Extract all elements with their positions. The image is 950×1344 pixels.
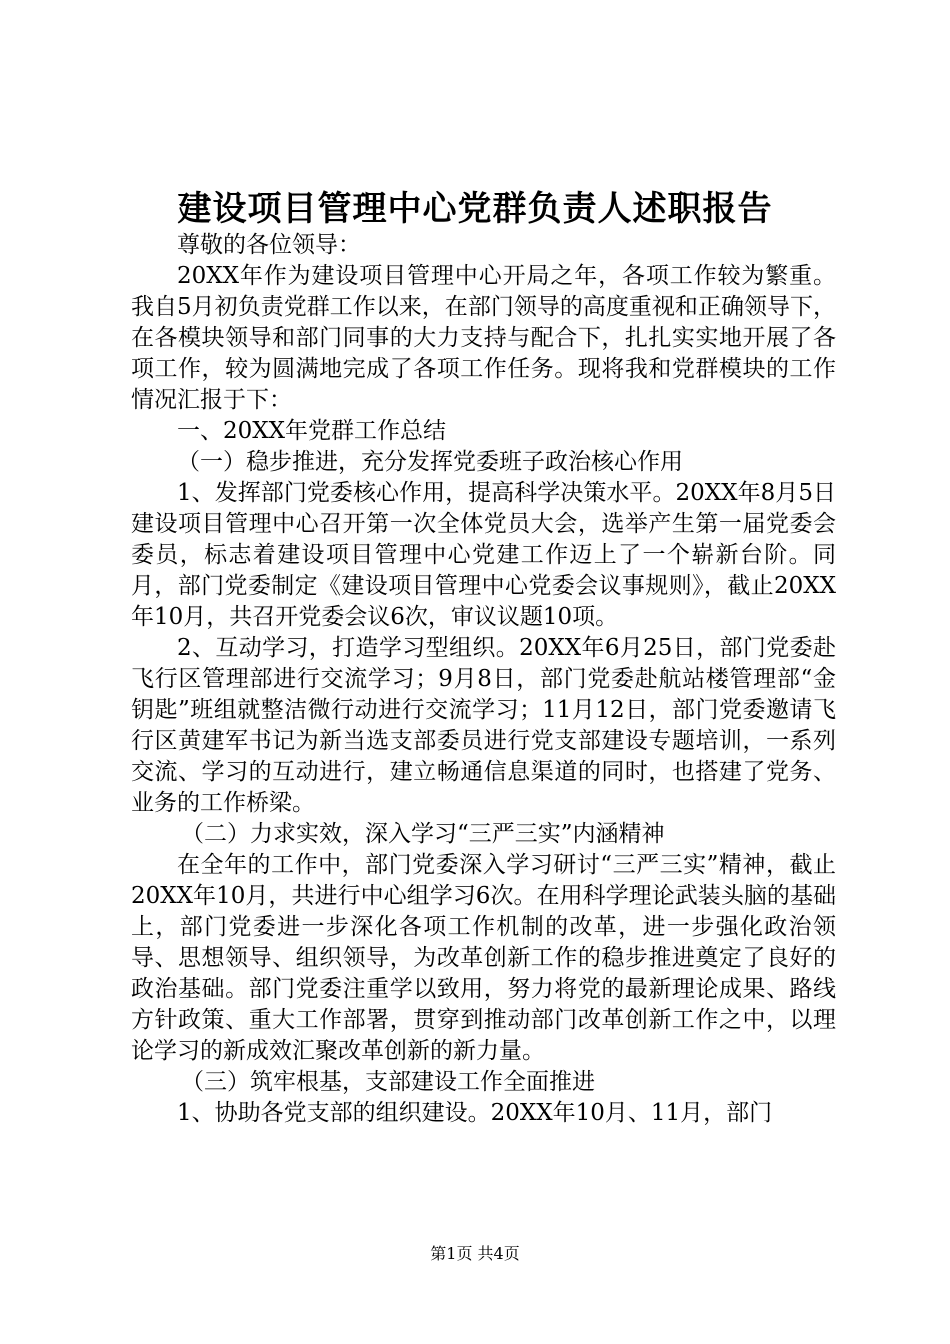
intro-paragraph: 20XX年作为建设项目管理中心开局之年，各项工作较为繁重。我自5月初负责党群工作以来，在部门领导的高度重视和正确领导下，在各模块领导和部门同事的大力支持与配合下，扎扎实实地开展了各项工作，较为圆满地完成了各项工作任务。现将我和党群模块的工作情况汇报于下：: [131, 263, 836, 413]
body-paragraph: 1、协助各党支部的组织建设。20XX年10月、11月，部门: [177, 1100, 773, 1126]
body-paragraph: 1、发挥部门党委核心作用，提高科学决策水平。20XX年8月5日建设项目管理中心召开第一次全体党员大会，选举产生第一届党委会委员，标志着建设项目管理中心党建工作迈上了一个崭新台阶。同月，部门党委制定《建设项目管理中心党委会议事规则》，截止20XX年10月，共召开党委会议6次，审议议题10项。: [131, 480, 836, 630]
body-paragraph: 2、互动学习，打造学习型组织。20XX年6月25日，部门党委赴飞行区管理部进行交流学习；9月8日，部门党委赴航站楼管理部“金钥匙”班组就整洁微行动进行交流学习；11月12日，部门党委邀请飞行区黄建军书记为新当选支部委员进行党支部建设专题培训，一系列交流、学习的互动进行，建立畅通信息渠道的同时，也搭建了党务、业务的工作桥梁。: [131, 635, 836, 816]
document-body: [131, 230, 836, 1129]
section-heading: 一、20XX年党群工作总结: [177, 418, 447, 444]
salutation: 尊敬的各位领导：: [177, 232, 361, 258]
subsection-heading-3: （三）筑牢根基，支部建设工作全面推进: [181, 1069, 595, 1095]
subsection-heading-2: （二）力求实效，深入学习“三严三实”内涵精神: [181, 821, 665, 847]
page-footer: 第1页 共4页: [430, 1244, 520, 1263]
subsection-heading-1: （一）稳步推进，充分发挥党委班子政治核心作用: [177, 449, 683, 475]
body-paragraph: 在全年的工作中，部门党委深入学习研讨“三严三实”精神，截止20XX年10月，共进行中心组学习6次。在用科学理论武装头脑的基础上，部门党委进一步深化各项工作机制的改革，进一步强化政治领导、思想领导、组织领导，为改革创新工作的稳步推进奠定了良好的政治基础。部门党委注重学以致用，努力将党的最新理论成果、路线方针政策、重大工作部署，贯穿到推动部门改革创新工作之中，以理论学习的新成效汇聚改革创新的新力量。: [131, 852, 836, 1064]
document-title: 建设项目管理中心党群负责人述职报告: [177, 189, 773, 229]
